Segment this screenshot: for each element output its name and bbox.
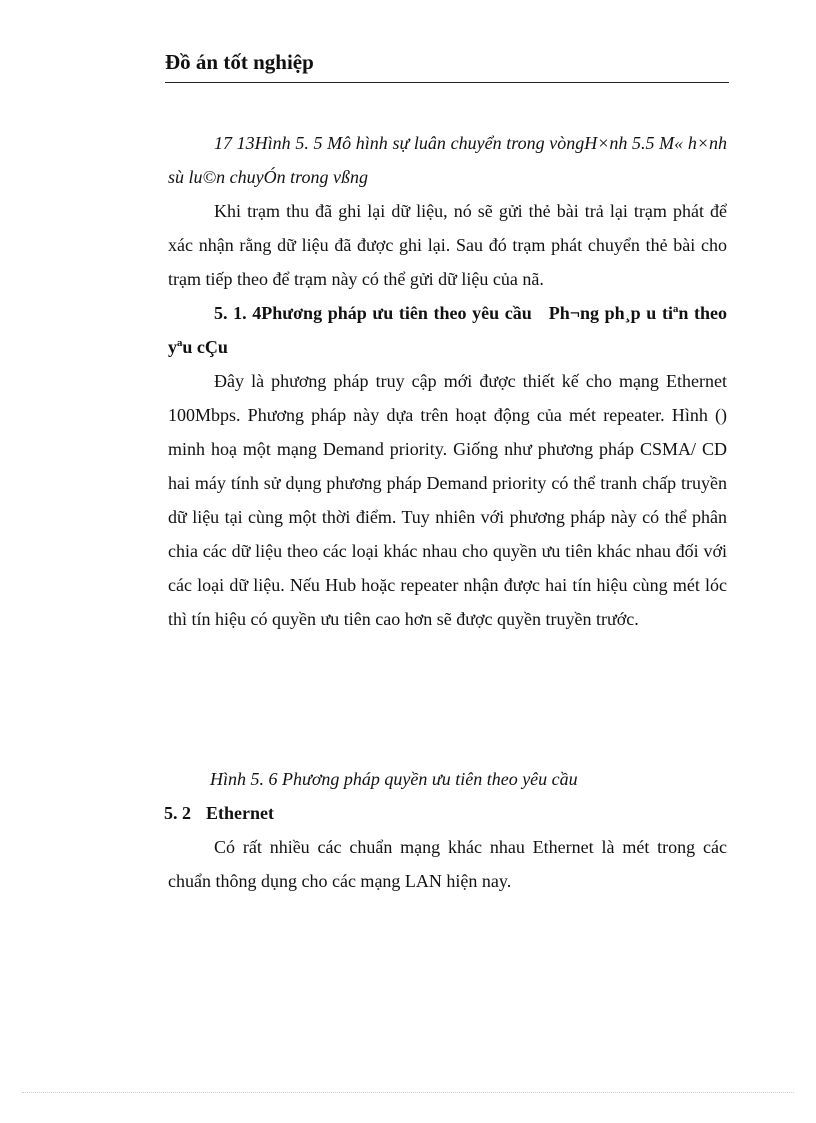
page-content	[164, 126, 728, 898]
header-divider	[165, 82, 729, 83]
section-5-2-number: 5. 2	[164, 803, 191, 823]
figure-5-5-caption-text: 17 13Hình 5. 5 Mô hình sự luân chuyển trong vòng	[214, 133, 585, 153]
section-5-2-heading	[164, 796, 727, 830]
paragraph-ethernet: Có rất nhiều các chuẩn mạng khác nhau Ethernet là mét trong các chuẩn thông dụng cho các mạng LAN hiện nay.	[168, 837, 727, 891]
figure-5-6-placeholder	[168, 636, 727, 762]
footer-dotted-line	[22, 1092, 794, 1093]
figure-5-5-caption	[168, 126, 727, 194]
section-5-2-title: Ethernet	[206, 803, 274, 823]
figure-5-5-caption-garbled: H×nh 5.5 M« h×nh sù lu©n chuyÓn trong vßng	[168, 133, 727, 187]
paragraph-token-return: Khi trạm thu đã ghi lại dữ liệu, nó sẽ gửi thẻ bài trả lại trạm phát để xác nhận rằng dữ liệu đã được ghi lại. Sau đó trạm phát chuyển thẻ bài cho trạm tiếp theo để trạm này có thể gửi dữ liệu của nã.	[168, 201, 727, 289]
page-header-title: Đồ án tốt nghiệp	[165, 50, 314, 74]
heading-5-1-4-garbled: Ph¬ng ph¸p u tiªn theo yªu cÇu	[168, 303, 728, 357]
heading-5-1-4	[168, 296, 727, 364]
figure-5-6-caption: Hình 5. 6 Phương pháp quyền ưu tiên theo yêu cầu	[210, 769, 578, 789]
paragraph-demand-priority: Đây là phương pháp truy cập mới được thiết kế cho mạng Ethernet 100Mbps. Phương pháp này dựa trên hoạt động của mét repeater. Hình () minh hoạ một mạng Demand priority. Giống như phương pháp CSMA/ CD hai máy tính sử dụng phương pháp Demand priority có thể tranh chấp truyền dữ liệu tại cùng một thời điểm. Tuy nhiên với phương pháp này có thể phân chia các dữ liệu theo các loại khác nhau cho quyền ưu tiên khác nhau đối với các loại dữ liệu. Nếu Hub hoặc repeater nhận được hai tín hiệu cùng mét lóc thì tín hiệu có quyền ưu tiên cao hơn sẽ được quyền truyền trước.	[168, 371, 727, 629]
heading-5-1-4-text: 5. 1. 4Phương pháp ưu tiên theo yêu cầu	[214, 303, 532, 323]
